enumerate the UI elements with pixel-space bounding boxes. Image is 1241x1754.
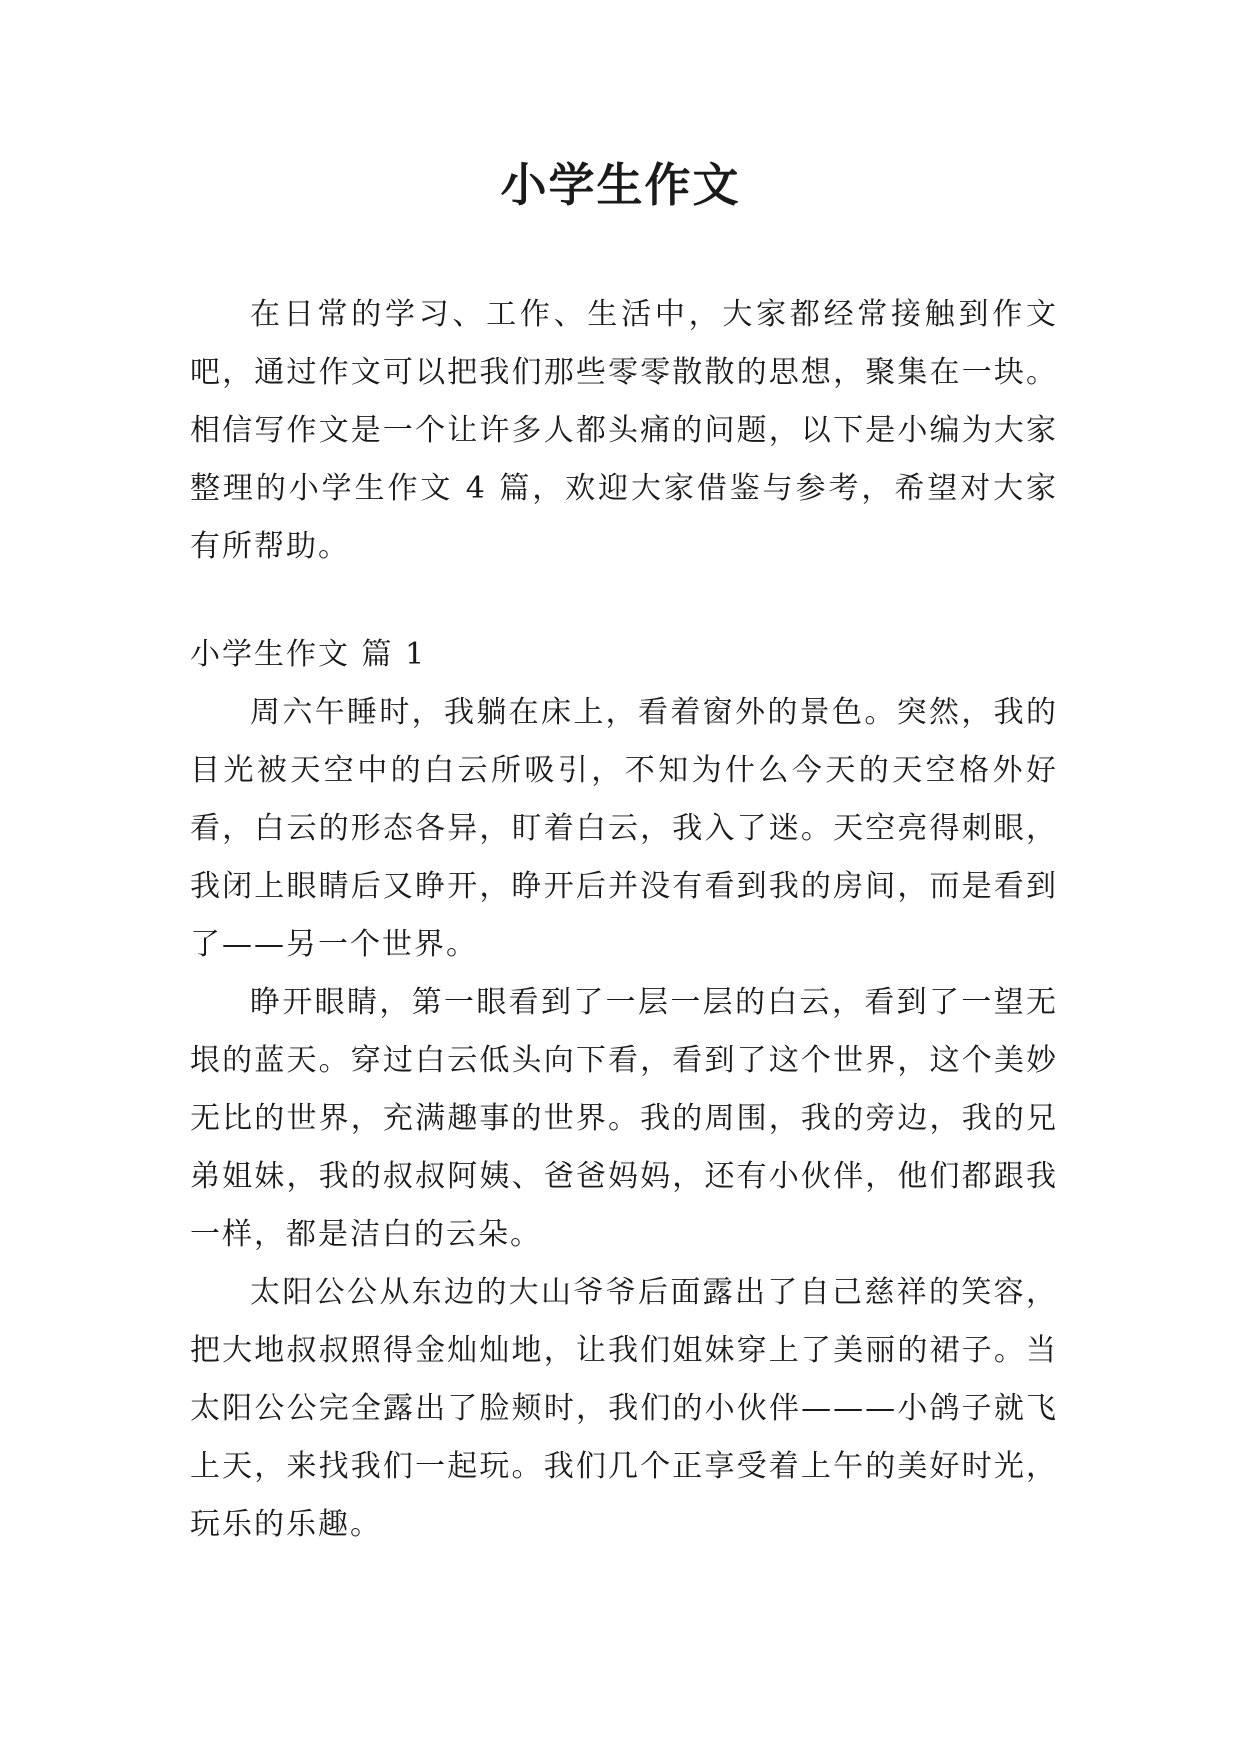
section-heading: 小学生作文 篇 1 — [190, 637, 427, 672]
body-paragraph-3: 太阳公公从东边的大山爷爷后面露出了自己慈祥的笑容，把大地叔叔照得金灿灿地，让我们姐妹穿上了美丽的裙子。当太阳公公完全露出了脸颊时，我们的小伙伴———小鸽子就飞上天，来找我们一起玩。我们几个正享受着上午的美好时光，玩乐的乐趣。 — [190, 1275, 1058, 1542]
body-paragraph-1: 周六午睡时，我躺在床上，看着窗外的景色。突然，我的目光被天空中的白云所吸引，不知为什么今天的天空格外好看，白云的形态各异，盯着白云，我入了迷。天空亮得刺眼，我闭上眼睛后又睁开，睁开后并没有看到我的房间，而是看到了——另一个世界。 — [190, 695, 1058, 962]
document-body — [190, 286, 1058, 1554]
document-title: 小学生作文 — [500, 158, 741, 212]
body-paragraph-2: 睁开眼睛，第一眼看到了一层一层的白云，看到了一望无垠的蓝天。穿过白云低头向下看，看到了这个世界，这个美妙无比的世界，充满趣事的世界。我的周围，我的旁边，我的兄弟姐妹，我的叔叔阿姨、爸爸妈妈，还有小伙伴，他们都跟我一样，都是洁白的云朵。 — [190, 985, 1058, 1252]
intro-paragraph: 在日常的学习、工作、生活中，大家都经常接触到作文吧，通过作文可以把我们那些零零散散的思想，聚集在一块。相信写作文是一个让许多人都头痛的问题，以下是小编为大家整理的小学生作文 4 篇，欢迎大家借鉴与参考，希望对大家有所帮助。 — [190, 297, 1058, 564]
